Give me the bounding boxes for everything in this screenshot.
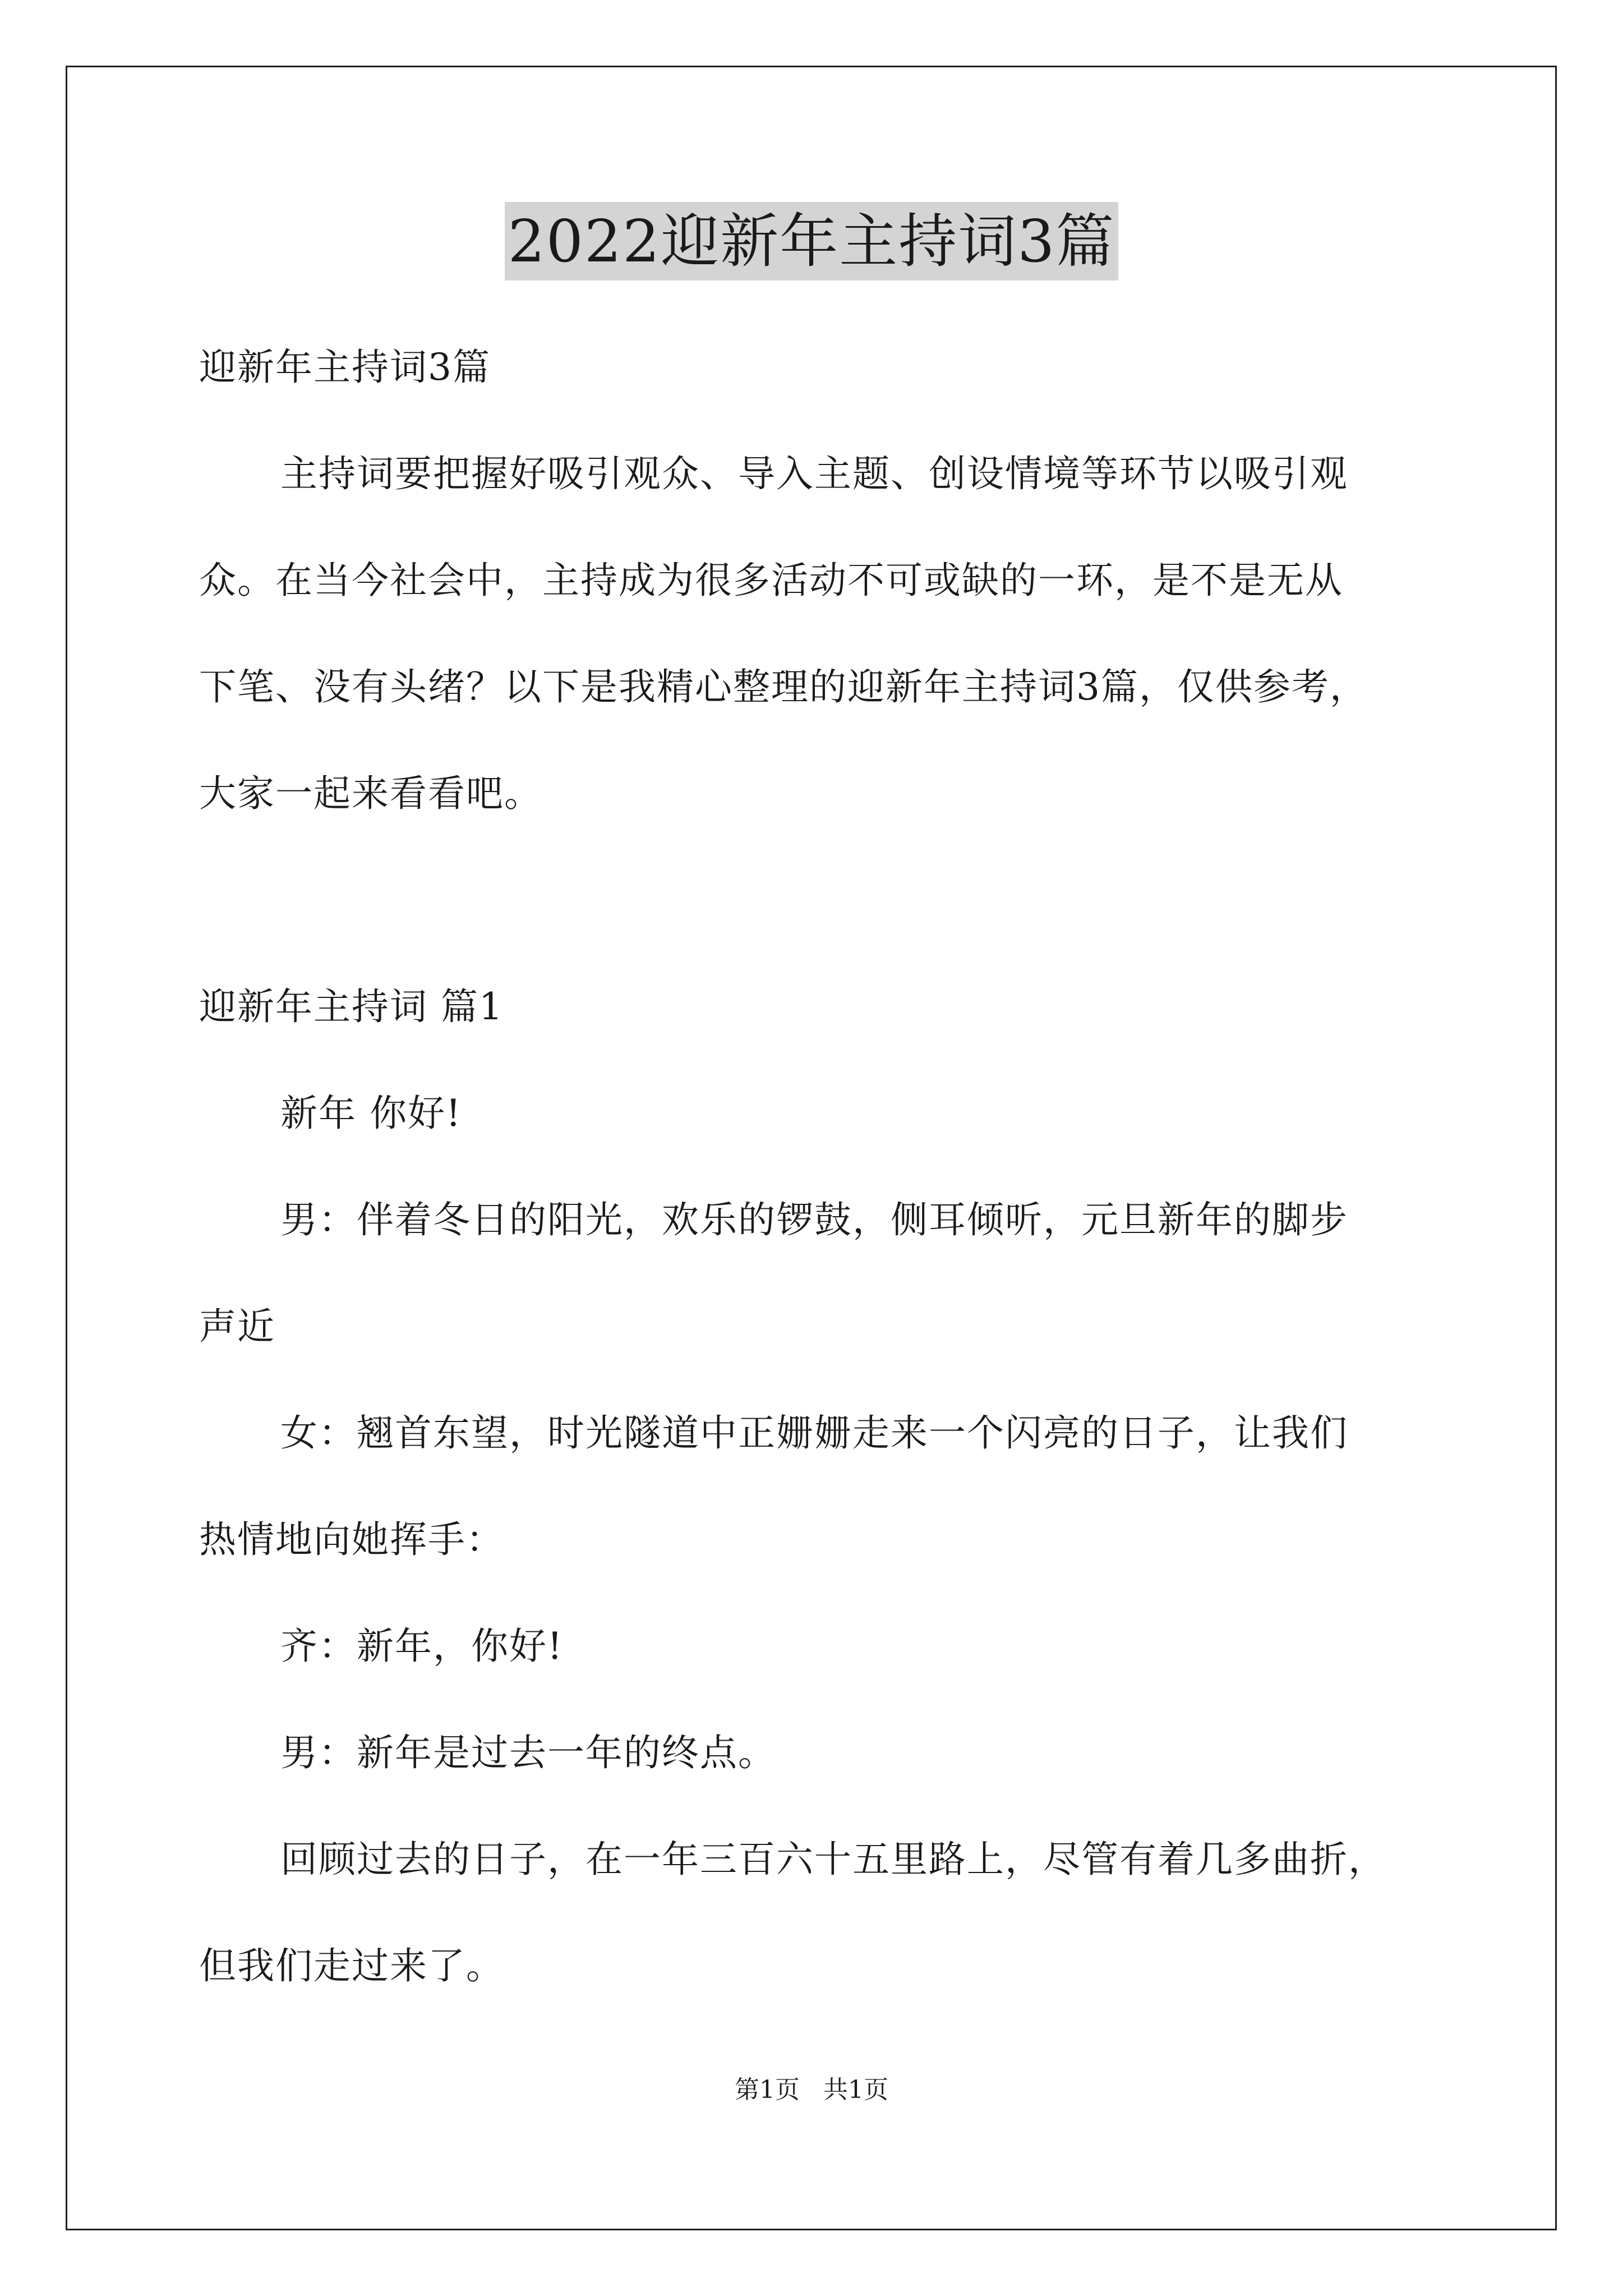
document-title: 2022迎新年主持词3篇 bbox=[505, 202, 1119, 280]
paragraph-line: 男：伴着冬日的阳光，欢乐的锣鼓，侧耳倾听，元旦新年的脚步 bbox=[280, 1198, 1348, 1241]
title-wrap bbox=[0, 202, 1623, 280]
paragraph-line: 但我们走过来了。 bbox=[199, 1944, 504, 1987]
paragraph-line: 新年 你好! bbox=[280, 1092, 462, 1135]
paragraph-gap bbox=[199, 847, 1461, 954]
paragraph-line: 女：翘首东望，时光隧道中正姗姗走来一个闪亮的日子，让我们 bbox=[280, 1411, 1348, 1455]
paragraph-line: 声近 bbox=[199, 1305, 275, 1348]
paragraph-line: 齐：新年，你好! bbox=[280, 1625, 564, 1668]
subtitle: 迎新年主持词3篇 bbox=[199, 346, 491, 389]
paragraph-line: 大家一起来看看吧。 bbox=[199, 772, 542, 815]
paragraph-line: 下笔、没有头绪？以下是我精心整理的迎新年主持词3篇，仅供参考， bbox=[199, 665, 1368, 708]
document-body bbox=[199, 314, 1461, 2019]
paragraph-line: 众。在当今社会中，主持成为很多活动不可或缺的一环，是不是无从 bbox=[199, 559, 1343, 602]
page-footer: 第1页 共1页 bbox=[735, 2076, 888, 2104]
paragraph-line: 回顾过去的日子，在一年三百六十五里路上，尽管有着几多曲折， bbox=[280, 1838, 1386, 1881]
section-heading: 迎新年主持词 篇1 bbox=[199, 985, 504, 1028]
paragraph-line: 主持词要把握好吸引观众、导入主题、创设情境等环节以吸引观 bbox=[280, 452, 1348, 495]
paragraph-line: 热情地向她挥手： bbox=[199, 1518, 504, 1561]
paragraph-line: 男：新年是过去一年的终点。 bbox=[280, 1731, 776, 1774]
